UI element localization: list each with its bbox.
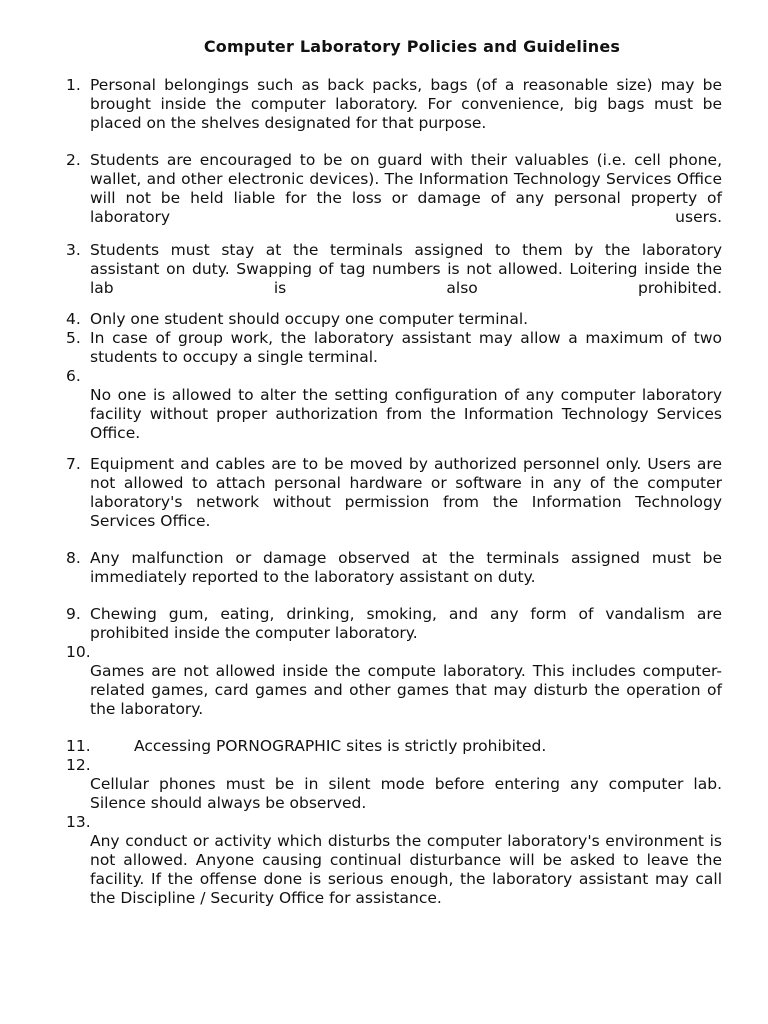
item-number: 4.: [66, 310, 81, 328]
item-text: Accessing PORNOGRAPHIC sites is strictly prohibited.: [134, 737, 547, 755]
item-number: 12.: [66, 756, 91, 774]
item-number: 3.: [66, 241, 81, 259]
item-text: Students are encouraged to be on guard with their valuables (i.e. cell phone, wallet, and other electronic devices). The Information Technology Services Office will not be held liable for the loss or damage of any personal property of laboratory users.: [90, 151, 722, 226]
item-text: No one is allowed to alter the setting configuration of any computer laboratory facility without proper authorization from the Information Technology Services Office.: [90, 386, 722, 442]
policy-item: [66, 151, 722, 227]
policy-item: [66, 737, 722, 756]
item-text: Any conduct or activity which disturbs the computer laboratory's environment is not allowed. Anyone causing continual disturbance will be asked to leave the facility. If the offense done is serious enough, the laboratory assistant may call the Discipline / Security Office for assistance.: [90, 832, 722, 907]
item-text: Students must stay at the terminals assigned to them by the laboratory assistant on duty. Swapping of tag numbers is not allowed. Loitering inside the lab is also prohibited.: [90, 241, 722, 297]
item-number: 13.: [66, 813, 91, 831]
item-text: Personal belongings such as back packs, bags (of a reasonable size) may be brought inside the computer laboratory. For convenience, big bags must be placed on the shelves designated for that purpose.: [90, 76, 722, 132]
policy-item: [66, 367, 722, 443]
policy-item: [66, 455, 722, 531]
item-number: 1.: [66, 76, 81, 94]
item-number: 7.: [66, 455, 81, 473]
policy-item: [66, 756, 722, 813]
item-number: 2.: [66, 151, 81, 169]
policy-item: [66, 643, 722, 719]
item-text: Chewing gum, eating, drinking, smoking, and any form of vandalism are prohibited inside the computer laboratory.: [90, 605, 722, 642]
item-text: Equipment and cables are to be moved by authorized personnel only. Users are not allowed to attach personal hardware or software in any of the computer laboratory's network without permission from the Information Technology Services Office.: [90, 455, 722, 530]
item-text: Any malfunction or damage observed at the terminals assigned must be immediately reported to the laboratory assistant on duty.: [90, 549, 722, 586]
item-number: 9.: [66, 605, 81, 623]
policy-item: [66, 813, 722, 908]
policy-item: [66, 310, 722, 329]
item-number: 5.: [66, 329, 81, 347]
item-number: 10.: [66, 643, 91, 661]
item-number: 11.: [66, 737, 91, 755]
policy-item: [66, 241, 722, 298]
item-text: Only one student should occupy one computer terminal.: [90, 310, 529, 328]
item-number: 6.: [66, 367, 81, 385]
policy-item: [66, 76, 722, 133]
item-text: Games are not allowed inside the compute laboratory. This includes computer-related games, card games and other games that may disturb the operation of the laboratory.: [90, 662, 722, 718]
document-title: Computer Laboratory Policies and Guidelines: [203, 37, 621, 56]
policy-item: [66, 605, 722, 643]
item-number: 8.: [66, 549, 81, 567]
policy-item: [66, 329, 722, 367]
item-text: Cellular phones must be in silent mode before entering any computer lab. Silence should always be observed.: [90, 775, 722, 812]
policy-item: [66, 549, 722, 587]
item-text: In case of group work, the laboratory assistant may allow a maximum of two students to occupy a single terminal.: [90, 329, 722, 366]
